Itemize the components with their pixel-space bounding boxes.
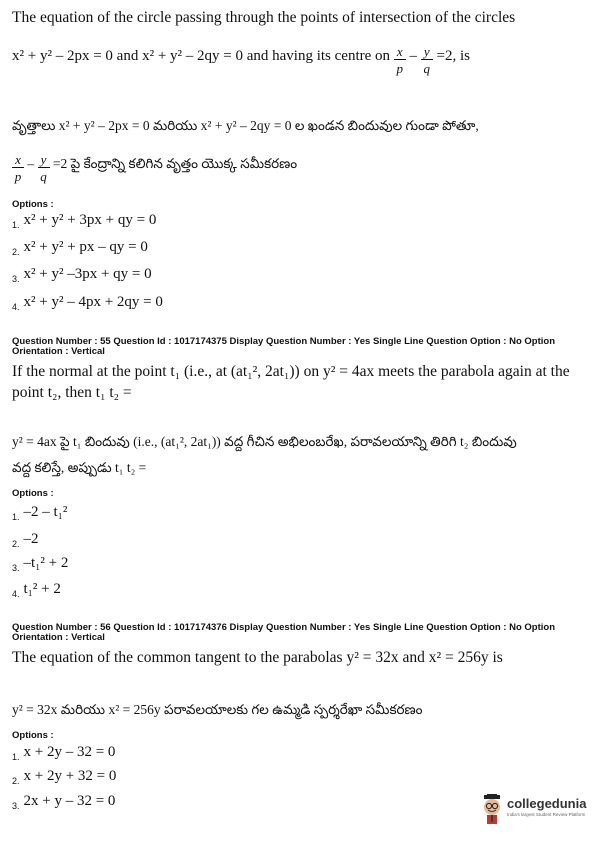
q54-telugu-end: =2 పై కేంద్రాన్ని కలిగిన వృత్తం యొక్క సమీకరణం [52, 156, 298, 171]
q56-option-3 [12, 792, 115, 815]
q55-option-1 [12, 503, 67, 526]
q56-option-text: x + 2y – 32 = 0 [23, 744, 116, 760]
q55-meta-line2: Orientation : Vertical [12, 346, 105, 357]
q56-telugu-line1: y² = 32x మరియు x² = 256y పరావలయాలకు గల ఉమ్మడి స్పర్శరేఖా సమీకరణం [12, 702, 423, 717]
q54-telugu-line1: వృత్తాలు x² + y² – 2px = 0 మరియు x² + y² – 2qy = 0 ల ఖండన బిందువుల గుండా పోతూ, [12, 118, 479, 133]
q54-option-number: 2. [12, 247, 20, 257]
q55-option-number: 1. [12, 512, 20, 522]
q55-telugu-line1: y² = 4ax పై t₁ బిందువు (i.e., (at₁², 2at₁)) వద్ద గీచిన అభిలంబరేఖ, పరావలయాన్ని తిరిగి t₂ బిందువు [12, 434, 517, 449]
q55-option-number: 4. [12, 589, 20, 599]
q54-option-2 [12, 238, 148, 261]
q55-option-number: 2. [12, 539, 20, 549]
q55-option-3 [12, 554, 68, 577]
q55-options-label: Options : [12, 488, 54, 499]
q55-meta-line1: Question Number : 55 Question Id : 1017174375 Display Question Number : Yes Single Line Question Option : No Option [12, 336, 556, 347]
q54-telugu-line2: $\frac{x}{p}$ – $\frac{y}{q}$ =2 పై కేంద్రాన్ని కలిగిన వృత్తం యొక్క సమీకరణం [12, 152, 297, 182]
q56-option-number: 2. [12, 776, 20, 786]
q56-options-label: Options : [12, 730, 54, 741]
q55-option-text: –t₁² + 2 [23, 555, 69, 571]
q56-option-1 [12, 743, 115, 766]
q55-option-2 [12, 530, 39, 553]
q54-fraction-x-over-p: $\frac{x}{p}$ [394, 44, 406, 74]
q54-option-4 [12, 293, 163, 316]
q55-english-line1: If the normal at the point t₁ (i.e., at (at₁², 2at₁)) on y² = 4ax meets the parabola again at the [12, 363, 570, 380]
q54-telugu-fraction-x-over-p: $\frac{x}{p}$ [12, 152, 24, 182]
q56-meta-line2: Orientation : Vertical [12, 632, 105, 643]
q54-option-text: x² + y² + 3px + qy = 0 [23, 212, 157, 228]
q54-english-equations: x² + y² – 2px = 0 and x² + y² – 2qy = 0 and having its centre on [12, 48, 391, 64]
q55-option-text: t₁² + 2 [23, 581, 61, 597]
q54-option-text: x² + y² –3px + qy = 0 [23, 266, 152, 282]
collegedunia-logo [479, 792, 589, 826]
q56-meta-line1: Question Number : 56 Question Id : 1017174376 Display Question Number : Yes Single Line Question Option : No Option [12, 622, 556, 633]
q54-option-1 [12, 211, 156, 234]
q55-telugu-line2: వద్ద కలిస్తే, అప్పుడు t₁ t₂ = [12, 460, 147, 475]
logo-tagline: India's largest Student Review Platform [507, 812, 586, 817]
logo-wordmark: collegedunia [507, 796, 587, 811]
q56-option-number: 1. [12, 752, 20, 762]
q56-option-text: x + 2y + 32 = 0 [23, 768, 117, 784]
q54-option-text: x² + y² – 4px + 2qy = 0 [23, 294, 163, 310]
q54-english-end: =2, is [436, 48, 470, 64]
q56-option-number: 3. [12, 801, 20, 811]
q54-option-number: 4. [12, 302, 20, 312]
q54-options-label: Options : [12, 199, 54, 210]
q55-option-text: –2 – t₁² [23, 504, 68, 520]
q55-english-line2: point t₂, then t₁ t₂ = [12, 384, 132, 401]
q54-option-3 [12, 265, 152, 288]
q54-telugu-fraction-y-over-q: $\frac{y}{q}$ [38, 152, 50, 182]
q55-option-number: 3. [12, 563, 20, 573]
q55-option-text: –2 [23, 531, 39, 547]
q55-option-4 [12, 580, 61, 603]
q54-english-line2: x² + y² – 2px = 0 and x² + y² – 2qy = 0 and having its centre on $\frac{x}{p}$ – $\frac{y}{q}$ =2, is [12, 44, 470, 76]
q54-english-line1: The equation of the circle passing through the points of intersection of the circles [12, 9, 516, 26]
mascot-icon [479, 794, 505, 824]
q54-fraction-y-over-q: $\frac{y}{q}$ [421, 44, 433, 74]
q54-option-text: x² + y² + px – qy = 0 [23, 239, 148, 255]
q56-english-line1: The equation of the common tangent to the parabolas y² = 32x and x² = 256y is [12, 649, 503, 666]
q54-option-number: 3. [12, 274, 20, 284]
q56-option-text: 2x + y – 32 = 0 [23, 793, 116, 809]
q54-option-number: 1. [12, 220, 20, 230]
q56-option-2 [12, 767, 116, 790]
